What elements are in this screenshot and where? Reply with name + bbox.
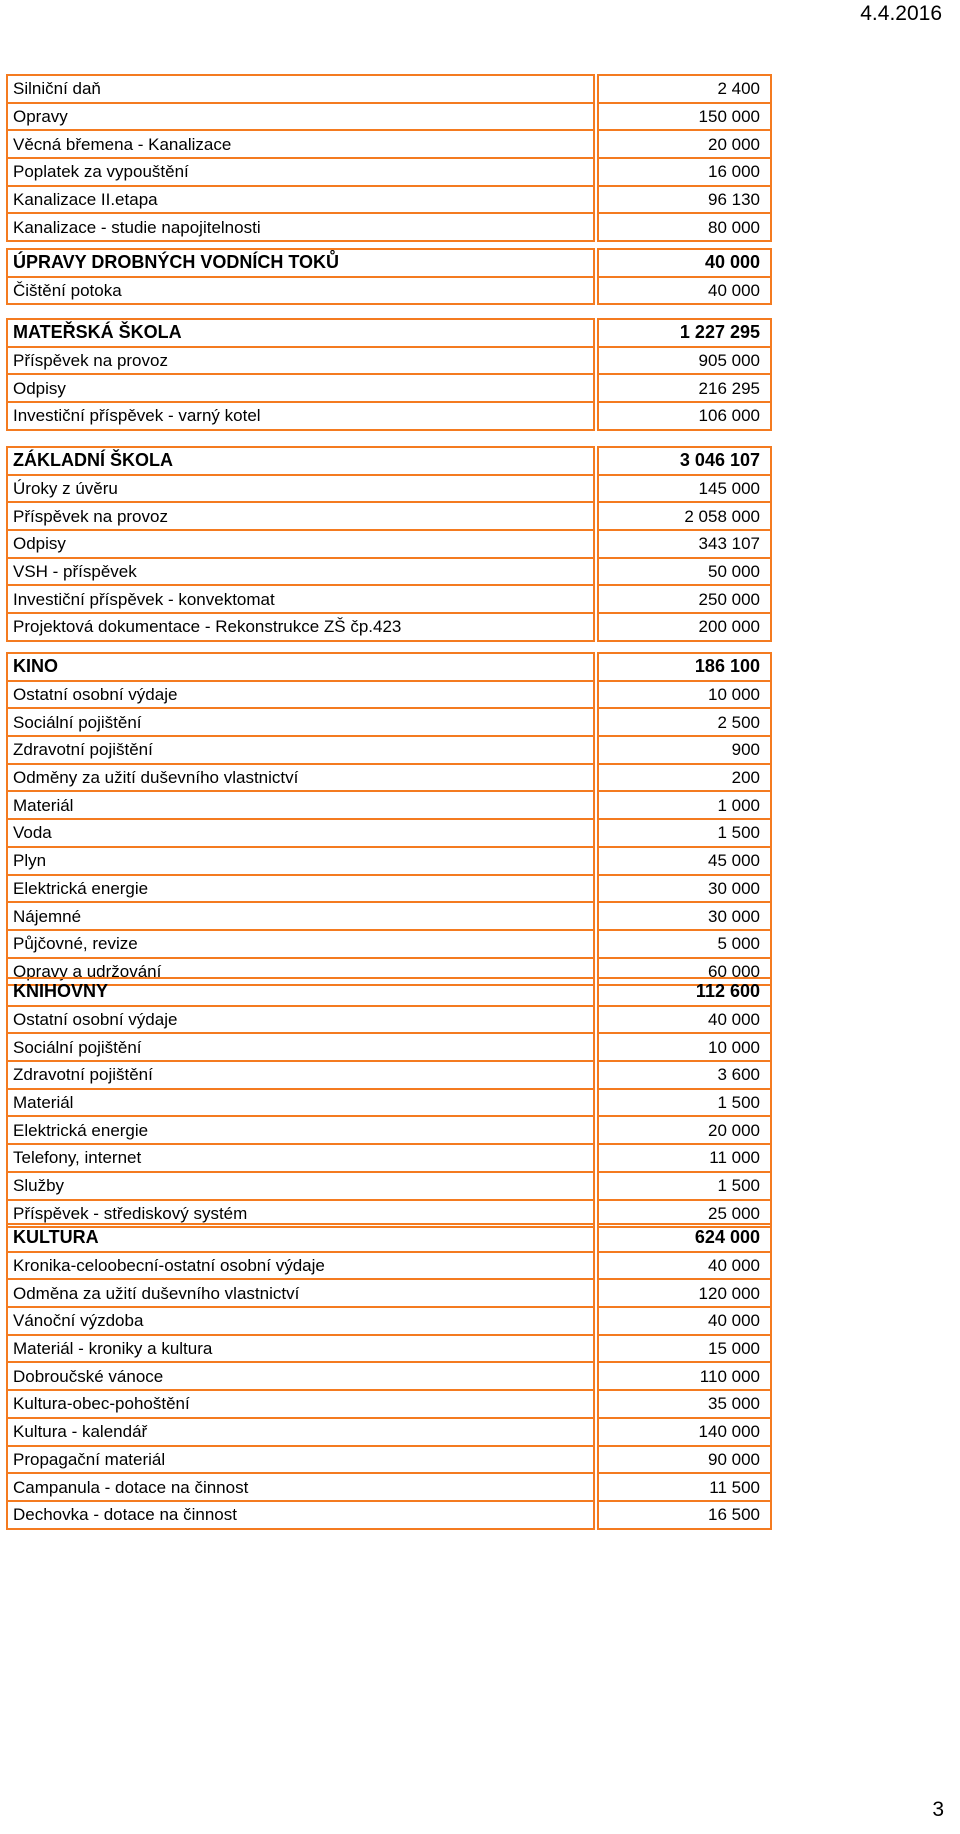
row-label: Kanalizace - studie napojitelnosti — [7, 213, 596, 241]
section-title: MATEŘSKÁ ŠKOLA — [7, 319, 596, 347]
row-label: Opravy a udržování — [7, 958, 596, 986]
table-row — [7, 736, 771, 764]
table-row — [7, 1335, 771, 1363]
table-row — [7, 75, 771, 103]
row-label: Kronika-celoobecní-ostatní osobní výdaje — [7, 1252, 596, 1280]
row-value: 2 500 — [596, 708, 771, 736]
row-value: 3 600 — [596, 1061, 771, 1089]
row-label: Plyn — [7, 847, 596, 875]
table-row — [7, 847, 771, 875]
row-label: Investiční příspěvek - varný kotel — [7, 402, 596, 430]
row-value: 40 000 — [596, 1252, 771, 1280]
row-value: 25 000 — [596, 1200, 771, 1228]
row-value: 250 000 — [596, 585, 771, 613]
row-label: Ostatní osobní výdaje — [7, 681, 596, 709]
row-label: Silniční daň — [7, 75, 596, 103]
row-label: Dechovka - dotace na činnost — [7, 1501, 596, 1529]
section-total: 40 000 — [596, 249, 771, 277]
row-label: Služby — [7, 1172, 596, 1200]
table-row — [7, 819, 771, 847]
row-label: Příspěvek na provoz — [7, 502, 596, 530]
section-header-row — [7, 978, 771, 1006]
table-row — [7, 130, 771, 158]
row-label: Voda — [7, 819, 596, 847]
row-label: Dobroučské vánoce — [7, 1362, 596, 1390]
table-row — [7, 930, 771, 958]
row-value: 10 000 — [596, 681, 771, 709]
row-value: 20 000 — [596, 130, 771, 158]
row-value: 90 000 — [596, 1446, 771, 1474]
table-row — [7, 791, 771, 819]
section-total: 112 600 — [596, 978, 771, 1006]
section-total: 3 046 107 — [596, 447, 771, 475]
row-value: 50 000 — [596, 558, 771, 586]
row-label: Campanula - dotace na činnost — [7, 1473, 596, 1501]
row-value: 140 000 — [596, 1418, 771, 1446]
row-label: Kultura - kalendář — [7, 1418, 596, 1446]
table-row — [7, 374, 771, 402]
row-value: 40 000 — [596, 1307, 771, 1335]
section-table-kultura — [6, 1223, 772, 1530]
row-value: 35 000 — [596, 1390, 771, 1418]
table-row — [7, 902, 771, 930]
table-row — [7, 1390, 771, 1418]
table-row — [7, 347, 771, 375]
section-table-upravy-toku — [6, 248, 772, 305]
row-value: 60 000 — [596, 958, 771, 986]
page-date: 4.4.2016 — [860, 2, 942, 25]
section-header-row — [7, 447, 771, 475]
row-label: Příspěvek - střediskový systém — [7, 1200, 596, 1228]
table-row — [7, 1144, 771, 1172]
row-value: 200 — [596, 764, 771, 792]
row-value: 1 000 — [596, 791, 771, 819]
row-label: Telefony, internet — [7, 1144, 596, 1172]
row-value: 30 000 — [596, 875, 771, 903]
table-row — [7, 277, 771, 305]
row-label: Opravy — [7, 103, 596, 131]
table-row — [7, 1501, 771, 1529]
row-value: 900 — [596, 736, 771, 764]
table-row — [7, 1418, 771, 1446]
table-row — [7, 1006, 771, 1034]
page-number: 3 — [932, 1798, 944, 1821]
table-row — [7, 613, 771, 641]
row-value: 5 000 — [596, 930, 771, 958]
section-title: ÚPRAVY DROBNÝCH VODNÍCH TOKŮ — [7, 249, 596, 277]
row-label: Příspěvek na provoz — [7, 347, 596, 375]
row-value: 30 000 — [596, 902, 771, 930]
row-label: Sociální pojištění — [7, 708, 596, 736]
table-row — [7, 186, 771, 214]
row-label: Materiál — [7, 791, 596, 819]
table-row — [7, 1446, 771, 1474]
section-table-misc — [6, 74, 772, 242]
table-row — [7, 1279, 771, 1307]
section-table-kino — [6, 652, 772, 986]
row-label: Kanalizace II.etapa — [7, 186, 596, 214]
row-value: 2 400 — [596, 75, 771, 103]
table-row — [7, 708, 771, 736]
section-total: 1 227 295 — [596, 319, 771, 347]
table-row — [7, 764, 771, 792]
row-value: 1 500 — [596, 1172, 771, 1200]
row-value: 905 000 — [596, 347, 771, 375]
row-label: Půjčovné, revize — [7, 930, 596, 958]
row-value: 2 058 000 — [596, 502, 771, 530]
section-header-row — [7, 1224, 771, 1252]
row-value: 15 000 — [596, 1335, 771, 1363]
row-value: 40 000 — [596, 277, 771, 305]
row-value: 216 295 — [596, 374, 771, 402]
table-row — [7, 475, 771, 503]
row-label: Úroky z úvěru — [7, 475, 596, 503]
row-label: Zdravotní pojištění — [7, 736, 596, 764]
row-value: 11 000 — [596, 1144, 771, 1172]
row-label: VSH - příspěvek — [7, 558, 596, 586]
row-value: 120 000 — [596, 1279, 771, 1307]
table-row — [7, 1116, 771, 1144]
row-value: 10 000 — [596, 1033, 771, 1061]
row-value: 1 500 — [596, 1089, 771, 1117]
row-value: 16 500 — [596, 1501, 771, 1529]
row-label: Poplatek za vypouštění — [7, 158, 596, 186]
table-row — [7, 1307, 771, 1335]
row-label: Investiční příspěvek - konvektomat — [7, 585, 596, 613]
table-row — [7, 158, 771, 186]
row-value: 150 000 — [596, 103, 771, 131]
table-row — [7, 1033, 771, 1061]
row-value: 11 500 — [596, 1473, 771, 1501]
row-label: Materiál — [7, 1089, 596, 1117]
table-row — [7, 1089, 771, 1117]
section-table-knihovny — [6, 977, 772, 1228]
row-label: Materiál - kroniky a kultura — [7, 1335, 596, 1363]
table-row — [7, 402, 771, 430]
row-label: Elektrická energie — [7, 1116, 596, 1144]
table-row — [7, 103, 771, 131]
table-row — [7, 1061, 771, 1089]
row-label: Odměna za užití duševního vlastnictví — [7, 1279, 596, 1307]
row-label: Odpisy — [7, 530, 596, 558]
section-table-zakladni-skola — [6, 446, 772, 642]
table-row — [7, 502, 771, 530]
row-value: 40 000 — [596, 1006, 771, 1034]
table-row — [7, 530, 771, 558]
row-value: 16 000 — [596, 158, 771, 186]
section-title: KINO — [7, 653, 596, 681]
table-row — [7, 1252, 771, 1280]
row-value: 343 107 — [596, 530, 771, 558]
table-row — [7, 213, 771, 241]
section-header-row — [7, 319, 771, 347]
row-value: 80 000 — [596, 213, 771, 241]
section-title: KNIHOVNY — [7, 978, 596, 1006]
row-value: 200 000 — [596, 613, 771, 641]
row-label: Propagační materiál — [7, 1446, 596, 1474]
row-value: 106 000 — [596, 402, 771, 430]
row-label: Odměny za užití duševního vlastnictví — [7, 764, 596, 792]
table-row — [7, 1473, 771, 1501]
row-value: 145 000 — [596, 475, 771, 503]
row-value: 20 000 — [596, 1116, 771, 1144]
section-header-row — [7, 249, 771, 277]
row-label: Zdravotní pojištění — [7, 1061, 596, 1089]
row-value: 45 000 — [596, 847, 771, 875]
section-title: ZÁKLADNÍ ŠKOLA — [7, 447, 596, 475]
row-label: Čištění potoka — [7, 277, 596, 305]
row-label: Projektová dokumentace - Rekonstrukce ZŠ čp.423 — [7, 613, 596, 641]
row-label: Kultura-obec-pohoštění — [7, 1390, 596, 1418]
row-label: Nájemné — [7, 902, 596, 930]
row-value: 110 000 — [596, 1362, 771, 1390]
row-label: Elektrická energie — [7, 875, 596, 903]
row-value: 1 500 — [596, 819, 771, 847]
section-header-row — [7, 653, 771, 681]
row-label: Věcná břemena - Kanalizace — [7, 130, 596, 158]
row-label: Odpisy — [7, 374, 596, 402]
table-row — [7, 1362, 771, 1390]
section-total: 624 000 — [596, 1224, 771, 1252]
section-table-materska-skola — [6, 318, 772, 431]
row-label: Ostatní osobní výdaje — [7, 1006, 596, 1034]
table-row — [7, 558, 771, 586]
row-value: 96 130 — [596, 186, 771, 214]
row-label: Vánoční výzdoba — [7, 1307, 596, 1335]
table-row — [7, 585, 771, 613]
table-row — [7, 1172, 771, 1200]
table-row — [7, 875, 771, 903]
table-row — [7, 681, 771, 709]
section-title: KULTURA — [7, 1224, 596, 1252]
section-total: 186 100 — [596, 653, 771, 681]
row-label: Sociální pojištění — [7, 1033, 596, 1061]
